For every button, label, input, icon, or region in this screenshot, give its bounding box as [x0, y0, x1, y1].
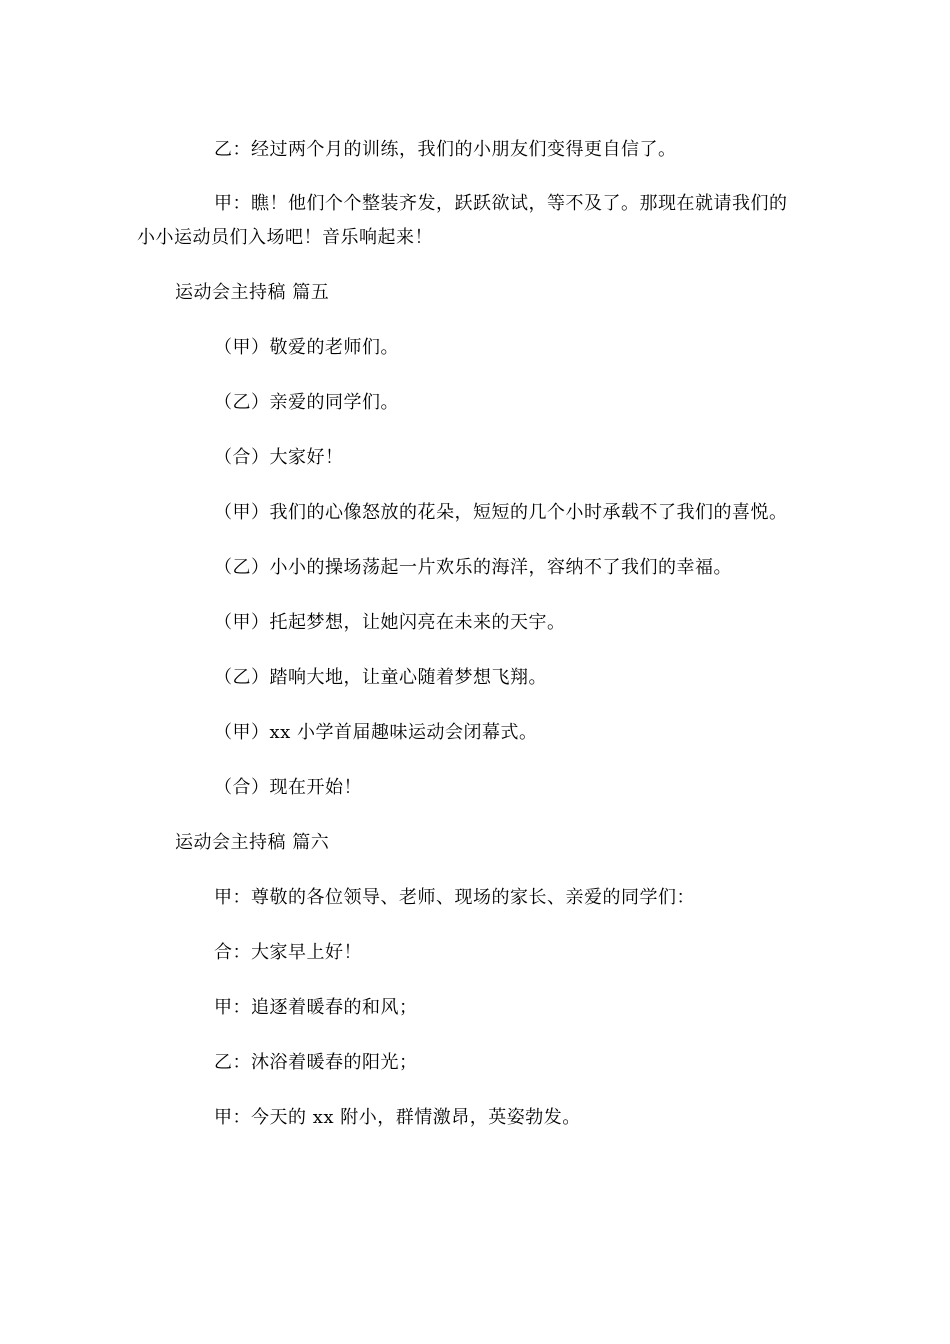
dialogue-line: （合）大家好！ — [214, 447, 344, 468]
dialogue-line: 乙：经过两个月的训练，我们的小朋友们变得更自信了。 — [214, 139, 677, 160]
dialogue-line: （乙）踏响大地，让童心随着梦想飞翔。 — [214, 667, 547, 688]
section-heading: 运动会主持稿 篇五 — [175, 282, 330, 303]
dialogue-line: （甲）敬爱的老师们。 — [214, 337, 399, 358]
dialogue-line: 甲：追逐着暖春的和风； — [214, 997, 418, 1018]
dialogue-line: （甲）xx 小学首届趣味运动会闭幕式。 — [214, 722, 538, 743]
section-heading: 运动会主持稿 篇六 — [175, 832, 330, 853]
dialogue-line: 甲：今天的 xx 附小，群情激昂，英姿勃发。 — [214, 1107, 581, 1128]
dialogue-line: 合：大家早上好！ — [214, 942, 362, 963]
dialogue-line: 甲：尊敬的各位领导、老师、现场的家长、亲爱的同学们： — [214, 887, 695, 908]
dialogue-line: （乙）小小的操场荡起一片欢乐的海洋，容纳不了我们的幸福。 — [214, 557, 732, 578]
dialogue-line: 乙：沐浴着暖春的阳光； — [214, 1052, 418, 1073]
dialogue-line: （甲）托起梦想，让她闪亮在未来的天宇。 — [214, 612, 566, 633]
dialogue-line: （甲）我们的心像怒放的花朵，短短的几个小时承载不了我们的喜悦。 — [214, 502, 788, 523]
dialogue-line: （合）现在开始！ — [214, 777, 362, 798]
dialogue-line: （乙）亲爱的同学们。 — [214, 392, 399, 413]
dialogue-line-continuation: 小小运动员们入场吧！音乐响起来！ — [137, 227, 433, 248]
dialogue-line: 甲：瞧！他们个个整装齐发，跃跃欲试，等不及了。那现在就请我们的 — [214, 193, 788, 214]
